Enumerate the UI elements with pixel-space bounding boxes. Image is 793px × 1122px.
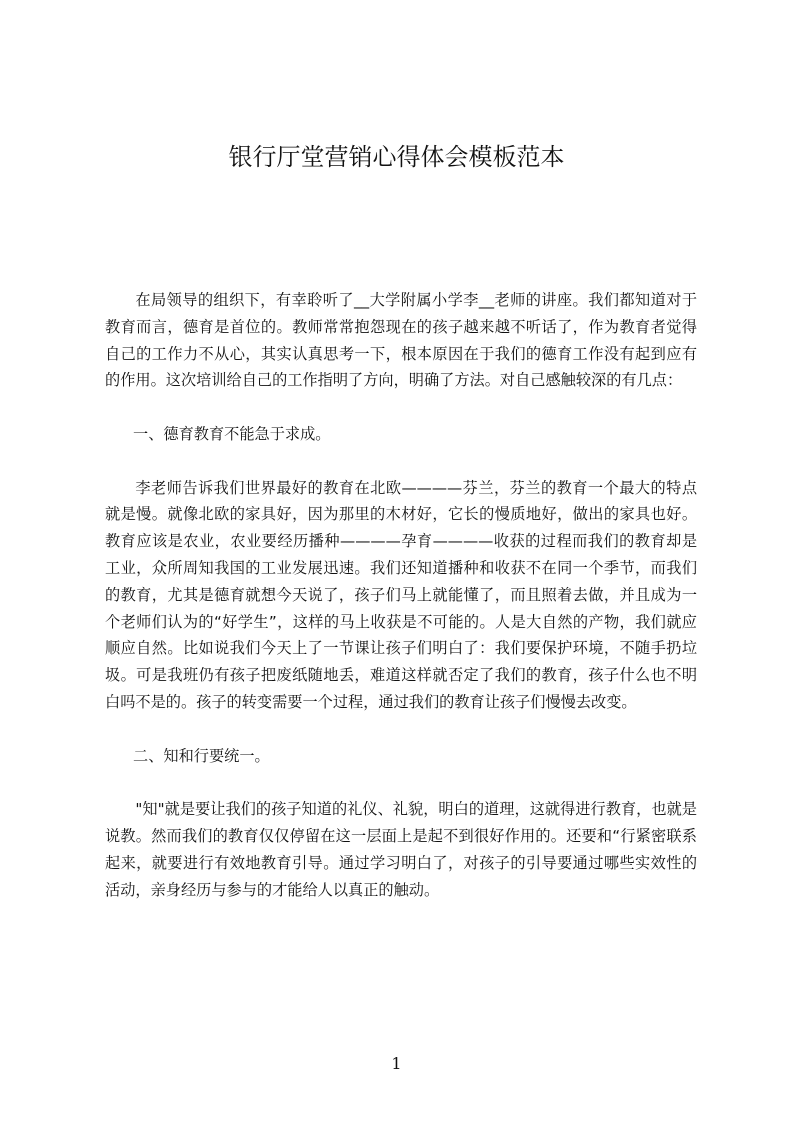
- intro-paragraph: 在局领导的组织下，有幸聆听了__大学附属小学李__老师的讲座。我们都知道对于教育而言，德育是首位的。教师常常抱怨现在的孩子越来越不听话了，作为教育者觉得自己的工作力不从心，其实认真思考一下，根本原因在于我们的德育工作没有起到应有的作用。这次培训给自己的工作指明了方向，明确了方法。对自己感触较深的有几点：: [105, 291, 697, 390]
- section-2-paragraph: "知"就是要让我们的孩子知道的礼仪、礼貌，明白的道理，这就得进行教育，也就是说教。然而我们的教育仅仅停留在这一层面上是起不到很好作用的。还要和“行紧密联系起来，就要进行有效地教育引导。通过学习明白了，对孩子的引导要通过哪些实效性的活动，亲身经历与参与的才能给人以真正的触动。: [105, 800, 697, 899]
- document-body: [105, 287, 697, 903]
- paragraph-spacer: [105, 394, 697, 421]
- paragraph-spacer: [105, 448, 697, 475]
- section-heading-2: 二、知和行要统一。: [133, 746, 270, 765]
- section-1-paragraph: 李老师告诉我们世界最好的教育在北欧————芬兰，芬兰的教育一个最大的特点就是慢。就像北欧的家具好，因为那里的木材好，它长的慢质地好，做出的家具也好。教育应该是农业，农业要经历播种————孕育————收获的过程而我们的教育却是工业，众所周知我国的工业发展迅速。我们还知道播种和收获不在同一个季节，而我们的教育，尤其是德育就想今天说了，孩子们马上就能懂了，而且照着去做，并且成为一个老师们认为的“好学生”，这样的马上收获是不可能的。人是大自然的产物，我们就应顺应自然。比如说我们今天上了一节课让孩子们明白了：我们要保护环境，不随手扔垃圾。可是我班仍有孩子把废纸随地丢，难道这样就否定了我们的教育，孩子什么也不明白吗不是的。孩子的转变需要一个过程，通过我们的教育让孩子们慢慢去改变。: [105, 478, 697, 711]
- paragraph-spacer: [105, 716, 697, 743]
- page-number: 1: [391, 1054, 402, 1073]
- section-heading-1: 一、德育教育不能急于求成。: [133, 424, 331, 443]
- document-title: 银行厅堂营销心得体会模板范本: [228, 143, 565, 171]
- paragraph-spacer: [105, 769, 697, 796]
